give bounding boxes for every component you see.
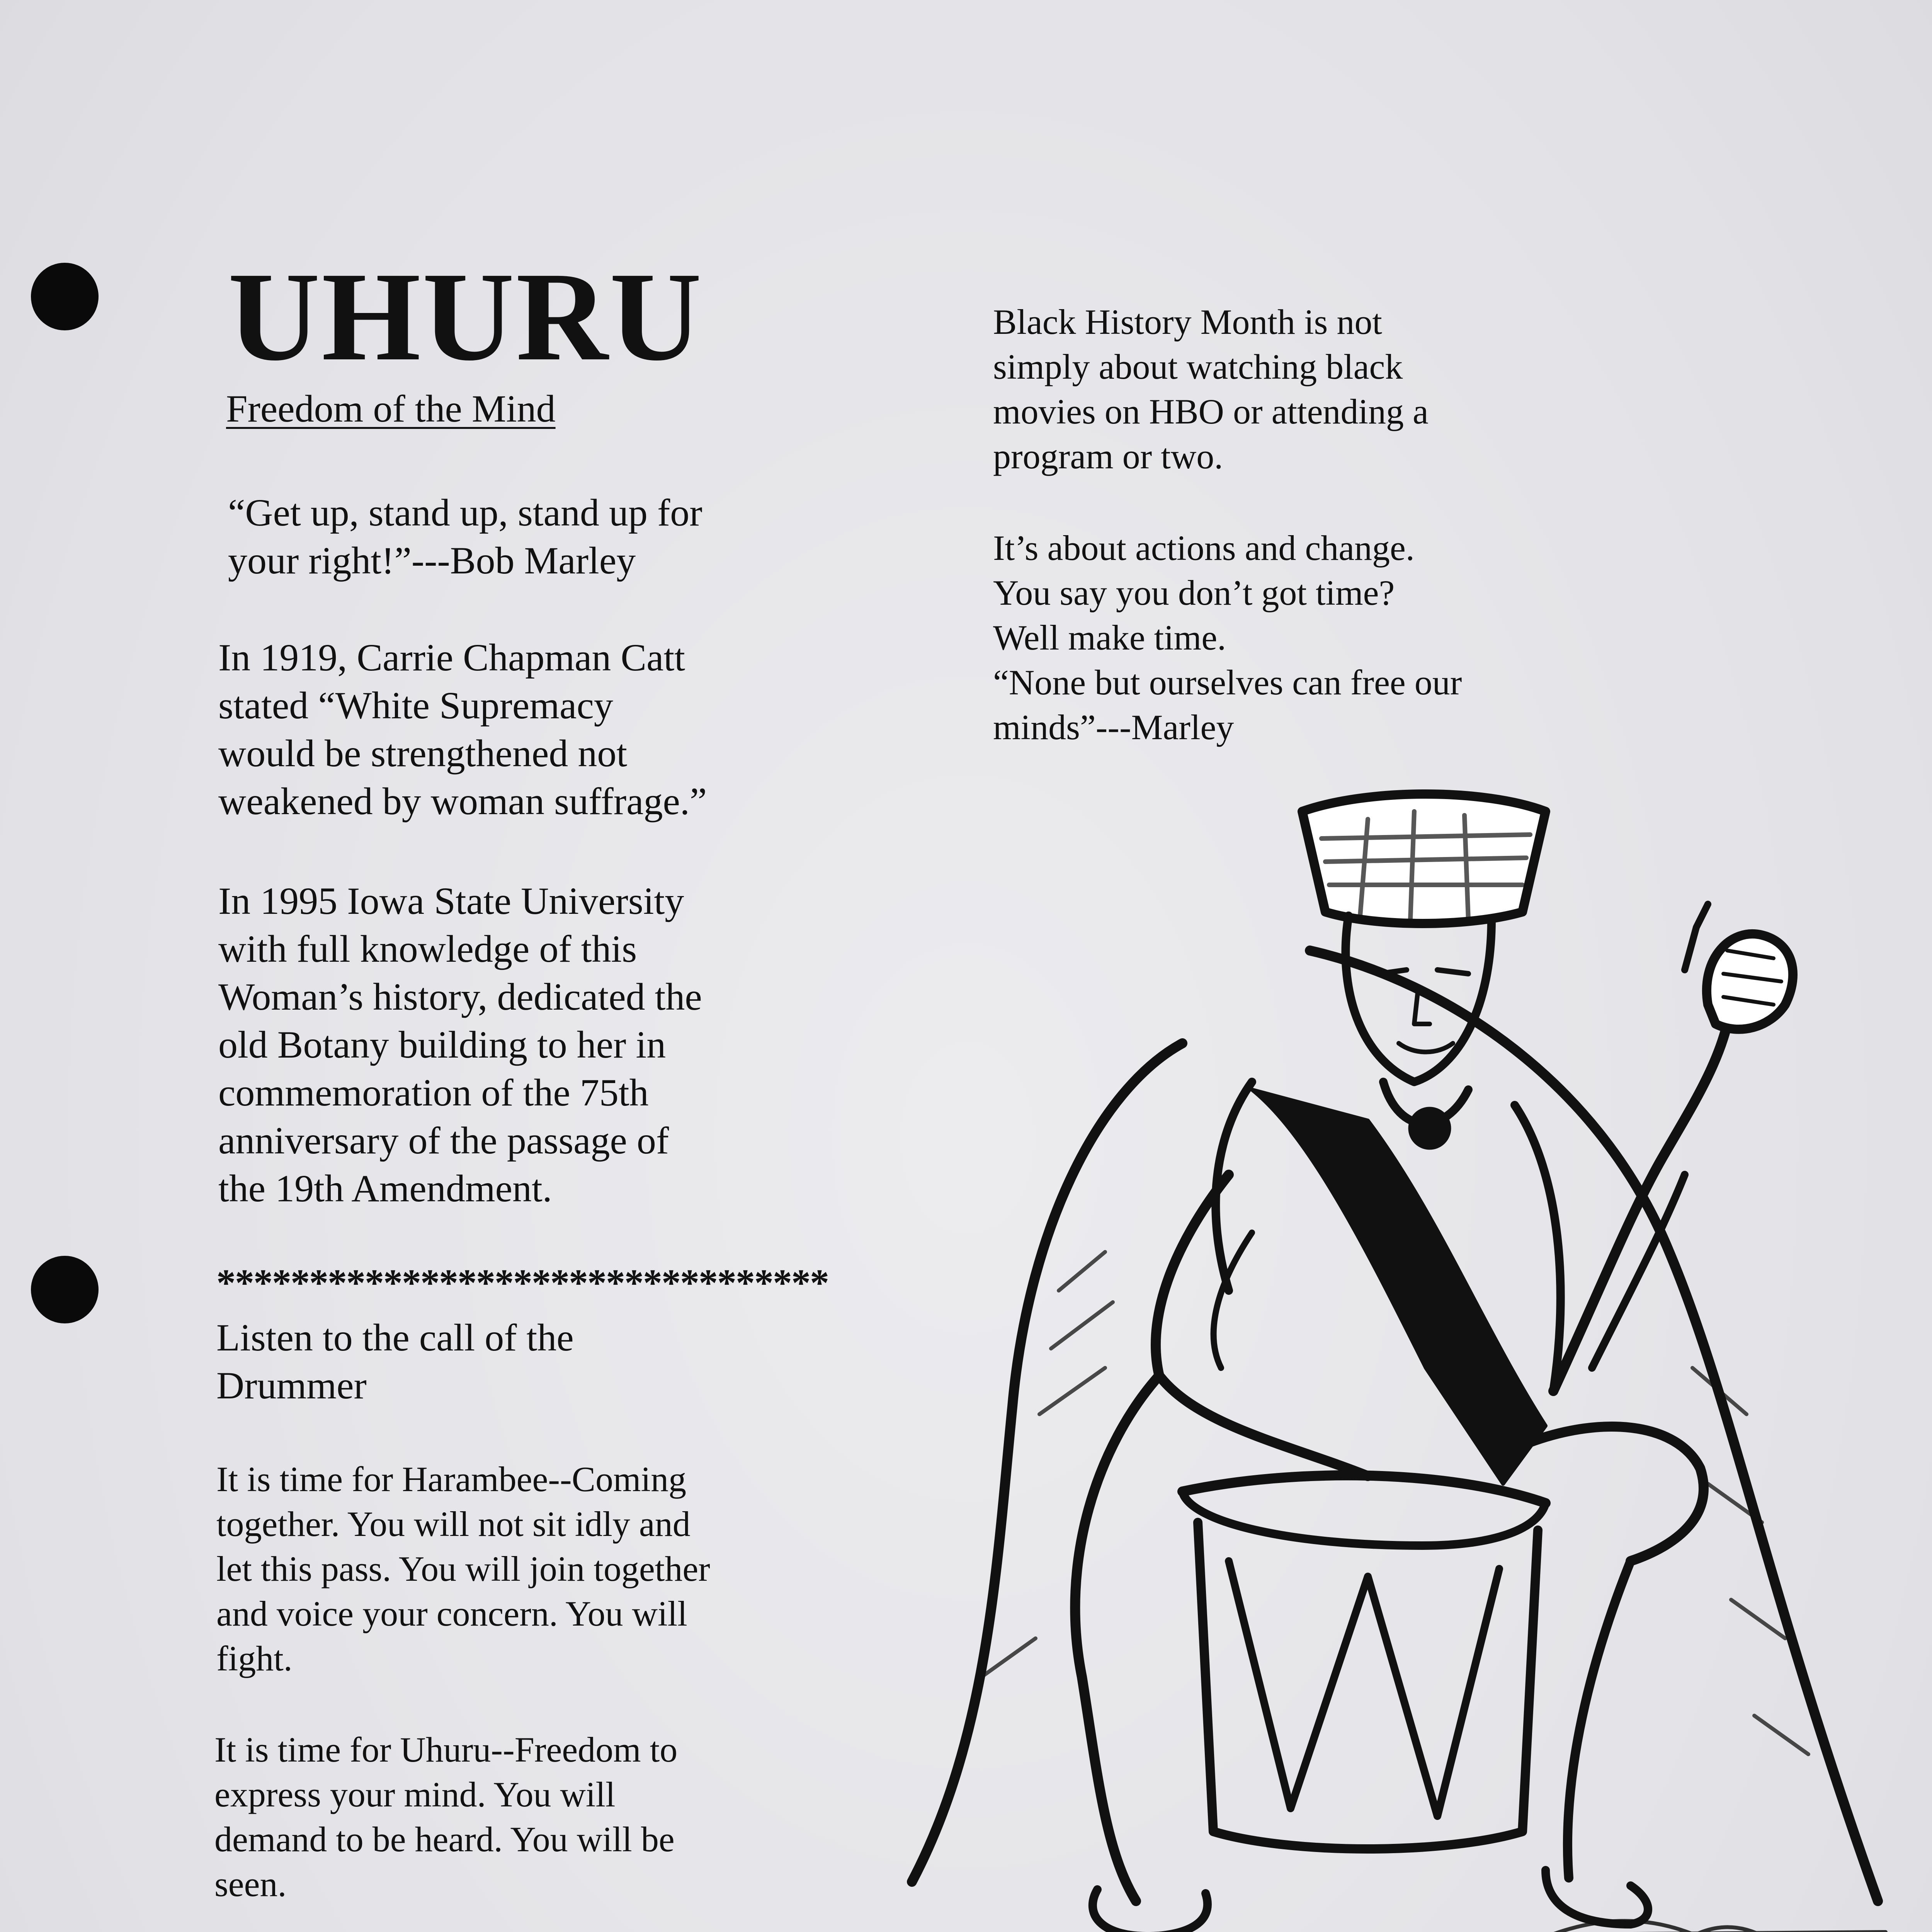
harambee-paragraph: It is time for Harambee--Coming together. You will not sit idly and let this pass. You will join together and voice your concern. You will fight. [216,1459,710,1678]
drummer-illustration [866,788,1893,1932]
asterisk-divider: ********************************* [216,1261,828,1304]
isu-paragraph: In 1995 Iowa State University with full knowledge of this Woman’s history, dedicated the old Botany building to her in commemoration of the 75th anniversary of the passage of the 19th Amendment. [218,879,702,1210]
marley-quote: “Get up, stand up, stand up for your right!”---Bob Marley [228,491,702,582]
newsletter-subtitle: Freedom of the Mind [226,387,556,430]
uhuru-paragraph: It is time for Uhuru--Freedom to express your mind. You will demand to be heard. You will be seen. [214,1730,678,1904]
catt-paragraph: In 1919, Carrie Chapman Catt stated “White Supremacy would be strengthened not weakened by woman suffrage.” [218,636,707,823]
black-history-month-paragraph: Black History Month is not simply about watching black movies on HBO or attending a program or two. [993,302,1429,476]
binder-hole-top [31,263,99,330]
actions-and-change-paragraph: It’s about actions and change. You say you don’t got time? Well make time. “None but ourselves can free our minds”---Marley [993,528,1462,747]
newsletter-title: UHURU [228,246,703,387]
binder-hole-middle [31,1256,99,1323]
call-of-drummer-heading-1: Listen to the call of the Drummer [216,1316,574,1407]
